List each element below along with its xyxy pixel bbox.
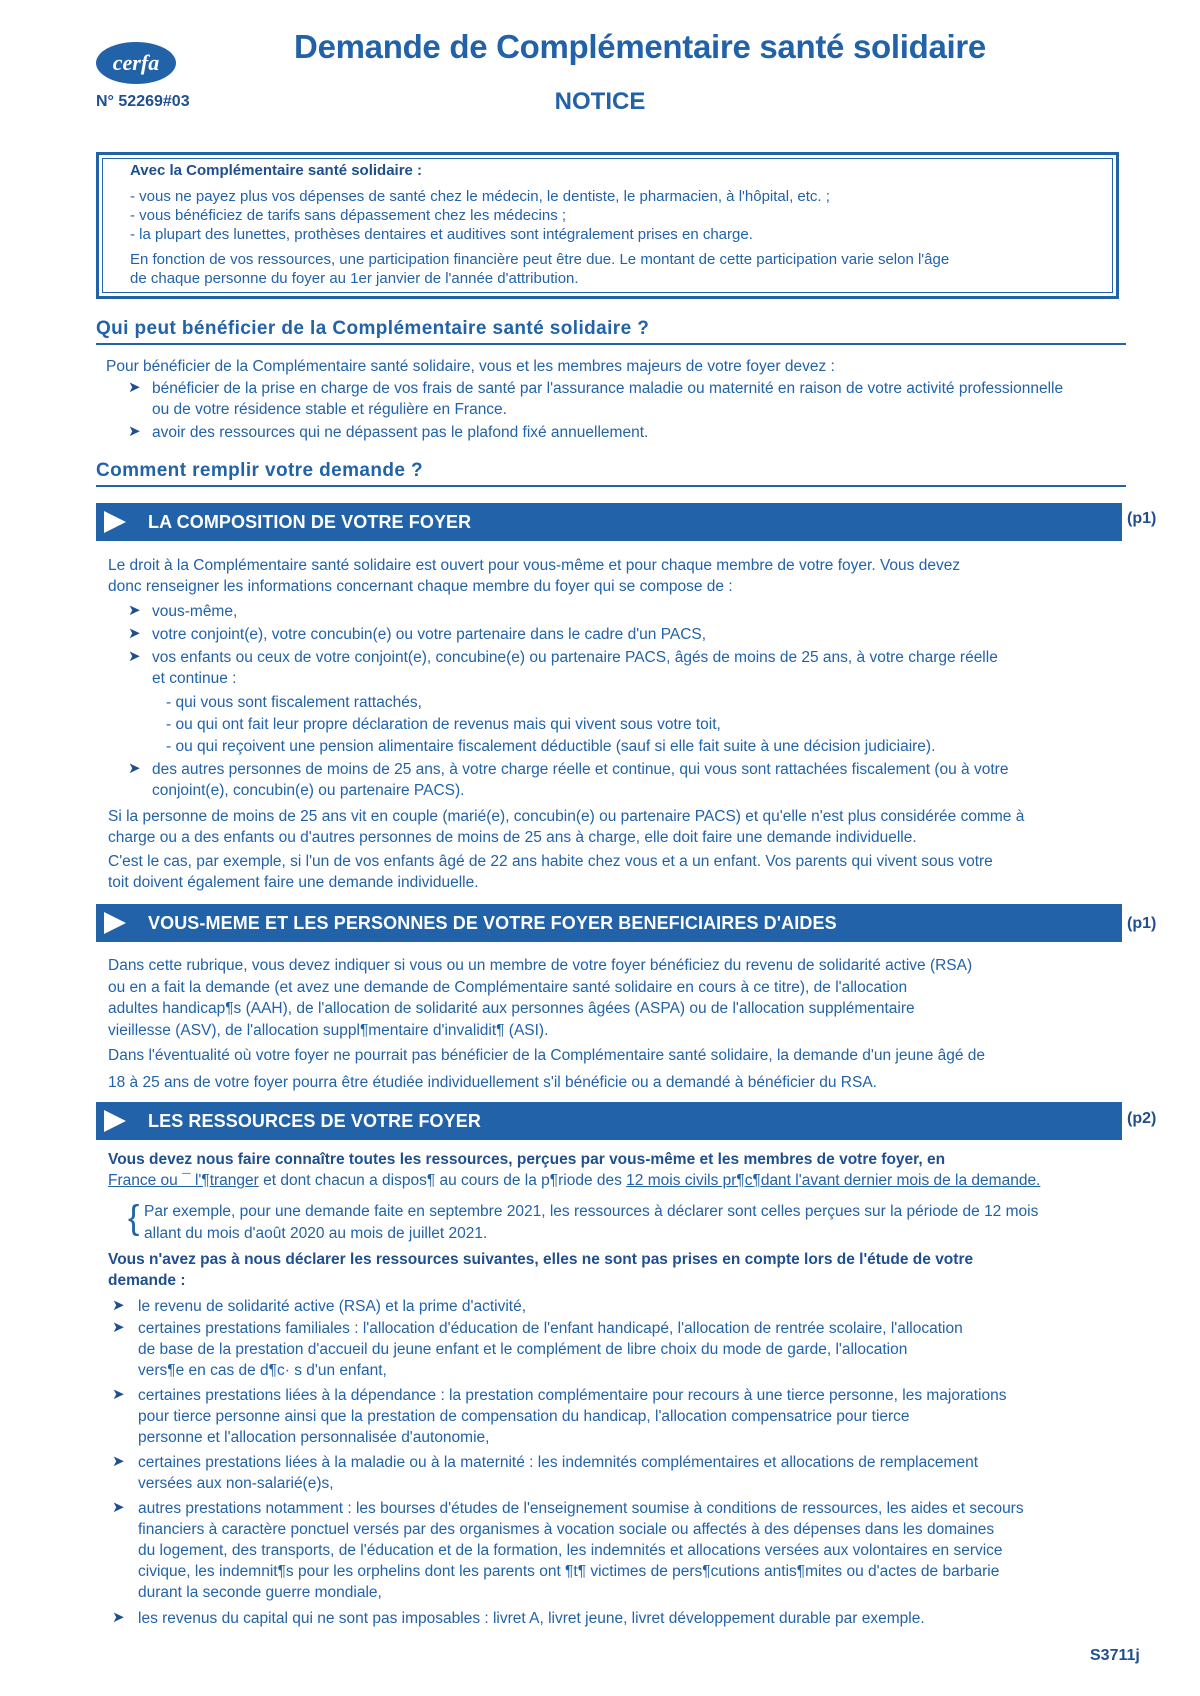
underlined-text: France ou ¯ l'¶tranger: [108, 1172, 259, 1189]
ressources-item: certaines prestations familiales : l'allocation d'éducation de l'enfant handicapé, l'allocation de rentrée scolaire, l'allocation: [138, 1320, 963, 1337]
arrow-bullet-icon: ➤: [112, 1499, 125, 1516]
aides-text: Dans l'éventualité où votre foyer ne pourrait pas bénéficier de la Complémentaire santé solidaire, la demande d'un jeune âgé de: [108, 1047, 986, 1064]
aides-text: 18 à 25 ans de votre foyer pourra être étudiée individuellement s'il bénéficie ou a demandé à bénéficier du RSA.: [108, 1074, 877, 1091]
page-title: Demande de Complémentaire santé solidaire: [294, 28, 986, 65]
arrow-bullet-icon: ➤: [112, 1297, 125, 1314]
ressources-item: certaines prestations liées à la dépendance : la prestation complémentaire pour recours à une tierce personne, les majorations: [138, 1387, 1007, 1404]
qui-item: ou de votre résidence stable et régulière en France.: [152, 401, 507, 418]
lead-text: et dont chacun a dispos¶ au cours de la p¶riode des: [258, 1172, 627, 1189]
arrow-bullet-icon: ➤: [128, 625, 141, 642]
section-bar-foyer: [96, 503, 1122, 541]
foyer-text: C'est le cas, par exemple, si l'un de vos enfants âgé de 22 ans habite chez vous et a un enfant. Vos parents qui vivent sous votre: [108, 853, 993, 870]
play-arrow-icon: [104, 1110, 126, 1132]
ressources-item: pour tierce personne ainsi que la prestation de compensation du handicap, l'allocation compensatrice pour tierce: [138, 1408, 910, 1425]
aides-text: adultes handicap¶s (AAH), de l'allocation de solidarité aux personnes âgées (ASPA) ou de l'allocation supplémentaire: [108, 1000, 915, 1017]
foyer-item: votre conjoint(e), votre concubin(e) ou votre partenaire dans le cadre d'un PACS,: [152, 626, 707, 643]
arrow-bullet-icon: ➤: [112, 1609, 125, 1626]
ressources-item: autres prestations notamment : les bourses d'études de l'enseignement soumise à conditions de ressources, les aides et secours: [138, 1500, 1024, 1517]
aides-text: vieillesse (ASV), de l'allocation suppl¶mentaire d'invalidit¶ (ASI).: [108, 1022, 549, 1039]
section-heading-qui: Qui peut bénéficier de la Complémentaire santé solidaire ?: [96, 318, 650, 339]
arrow-bullet-icon: ➤: [128, 379, 141, 396]
intro-paragraph: de chaque personne du foyer au 1er janvier de l'année d'attribution.: [130, 270, 579, 287]
ressources-exclusion: demande :: [108, 1272, 186, 1289]
foyer-item: et continue :: [152, 670, 237, 687]
foyer-item: des autres personnes de moins de 25 ans, à votre charge réelle et continue, qui vous sont rattachées fiscalement (ou à votre: [152, 761, 1009, 778]
arrow-bullet-icon: ➤: [112, 1386, 125, 1403]
ressources-item: civique, les indemnit¶s pour les orphelins dont les parents ont ¶t¶ victimes de pers¶cutions antis¶mites ou d'actes de barbarie: [138, 1563, 1000, 1580]
section-bar-ressources: [96, 1102, 1122, 1140]
ressources-lead-line: [108, 1170, 1040, 1191]
ressources-item: personne et l'allocation personnalisée d'autonomie,: [138, 1429, 490, 1446]
form-code: S3711j: [1090, 1647, 1140, 1664]
ressources-item: les revenus du capital qui ne sont pas imposables : livret A, livret jeune, livret développement durable par exemple.: [138, 1610, 925, 1627]
section-bar-title: LES RESSOURCES DE VOTRE FOYER: [148, 1111, 481, 1131]
brace-icon: {: [128, 1199, 140, 1237]
intro-paragraph: En fonction de vos ressources, une participation financière peut être due. Le montant de cette participation varie selon l'âge: [130, 251, 950, 268]
ressources-item: du logement, des transports, de l'éducation et de la formation, les indemnités et allocations versées aux volontaires en service: [138, 1542, 1003, 1559]
foyer-subitem: - qui vous sont fiscalement rattachés,: [166, 694, 422, 711]
section-bar-title: LA COMPOSITION DE VOTRE FOYER: [148, 512, 472, 532]
section-bar-aides: [96, 904, 1122, 942]
page-reference: (p1): [1127, 510, 1157, 527]
divider: [96, 343, 1126, 345]
ressources-item: de base de la prestation d'accueil du jeune enfant et le complément de libre choix du mode de garde, l'allocation: [138, 1341, 908, 1358]
cerfa-logo-text: cerfa: [112, 50, 160, 75]
foyer-text: Le droit à la Complémentaire santé solidaire est ouvert pour vous-même et pour chaque membre de votre foyer. Vous devez: [108, 557, 961, 574]
ressources-lead: Vous devez nous faire connaître toutes les ressources, perçues par vous-même et les membres de votre foyer, en: [108, 1151, 946, 1168]
intro-bullet: - vous ne payez plus vos dépenses de santé chez le médecin, le dentiste, le pharmacien, à l'hôpital, etc. ;: [130, 188, 830, 205]
cerfa-logo: [94, 40, 178, 86]
section-bar-title: VOUS-MEME ET LES PERSONNES DE VOTRE FOYER BENEFICIAIRES D'AIDES: [148, 913, 837, 933]
foyer-item: conjoint(e), concubin(e) ou partenaire PACS).: [152, 782, 465, 799]
arrow-bullet-icon: ➤: [128, 602, 141, 619]
intro-bullet: - la plupart des lunettes, prothèses dentaires et auditives sont intégralement prises en charge.: [130, 226, 753, 243]
form-number: N° 52269#03: [96, 93, 190, 110]
ressources-item: versées aux non-salarié(e)s,: [138, 1475, 334, 1492]
ressources-item: vers¶e en cas de d¶c· s d'un enfant,: [138, 1362, 387, 1379]
arrow-bullet-icon: ➤: [128, 423, 141, 440]
ressources-item: durant la seconde guerre mondiale,: [138, 1584, 382, 1601]
ressources-item: le revenu de solidarité active (RSA) et la prime d'activité,: [138, 1298, 527, 1315]
play-arrow-icon: [104, 912, 126, 934]
ressources-item: certaines prestations liées à la maladie ou à la maternité : les indemnités complémentaires et allocations de remplacement: [138, 1454, 979, 1471]
aides-text: Dans cette rubrique, vous devez indiquer si vous ou un membre de votre foyer bénéficiez du revenu de solidarité active (RSA): [108, 957, 973, 974]
arrow-bullet-icon: ➤: [112, 1319, 125, 1336]
notice-label: NOTICE: [554, 88, 646, 115]
ressources-example: Par exemple, pour une demande faite en septembre 2021, les ressources à déclarer sont celles perçues sur la période de 12 mois: [144, 1203, 1039, 1220]
qui-item: avoir des ressources qui ne dépassent pas le plafond fixé annuellement.: [152, 424, 649, 441]
play-arrow-icon: [104, 511, 126, 533]
page-reference: (p2): [1127, 1110, 1157, 1127]
underlined-text: 12 mois civils pr¶c¶dant l'avant dernier mois de la demande.: [626, 1172, 1041, 1189]
ressources-example: allant du mois d'août 2020 au mois de juillet 2021.: [144, 1225, 488, 1242]
foyer-text: charge ou a des enfants ou d'autres personnes de moins de 25 ans à charge, elle doit faire une demande individuelle.: [108, 829, 917, 846]
intro-heading: Avec la Complémentaire santé solidaire :: [130, 162, 423, 179]
foyer-subitem: - ou qui ont fait leur propre déclaration de revenus mais qui vivent sous votre toit,: [166, 716, 721, 733]
foyer-item: vos enfants ou ceux de votre conjoint(e), concubine(e) ou partenaire PACS, âgés de moins de 25 ans, à votre charge réelle: [152, 649, 998, 666]
divider: [96, 485, 1126, 487]
page-reference: (p1): [1127, 915, 1157, 932]
qui-intro: Pour bénéficier de la Complémentaire santé solidaire, vous et les membres majeurs de votre foyer devez :: [106, 358, 835, 375]
intro-bullet: - vous bénéficiez de tarifs sans dépassement chez les médecins ;: [130, 207, 567, 224]
foyer-text: Si la personne de moins de 25 ans vit en couple (marié(e), concubin(e) ou partenaire PACS) et qu'elle n'est plus considérée comme à: [108, 808, 1025, 825]
arrow-bullet-icon: ➤: [128, 760, 141, 777]
section-heading-comment: Comment remplir votre demande ?: [96, 460, 424, 481]
foyer-item: vous-même,: [152, 603, 238, 620]
foyer-text: toit doivent également faire une demande individuelle.: [108, 874, 479, 891]
foyer-subitem: - ou qui reçoivent une pension alimentaire fiscalement déductible (sauf si elle fait suite à une décision judiciaire).: [166, 738, 936, 755]
ressources-exclusion: Vous n'avez pas à nous déclarer les ressources suivantes, elles ne sont pas prises en compte lors de l'étude de votre: [108, 1251, 974, 1268]
qui-item: bénéficier de la prise en charge de vos frais de santé par l'assurance maladie ou maternité en raison de votre activité professionnelle: [152, 380, 1064, 397]
aides-text: ou en a fait la demande (et avez une demande de Complémentaire santé solidaire en cours à ce titre), de l'allocation: [108, 979, 908, 996]
arrow-bullet-icon: ➤: [112, 1453, 125, 1470]
foyer-text: donc renseigner les informations concernant chaque membre du foyer qui se compose de :: [108, 578, 733, 595]
arrow-bullet-icon: ➤: [128, 648, 141, 665]
ressources-item: financiers à caractère ponctuel versés par des organismes à vocation sociale ou affectés à des dépenses dans les domaines: [138, 1521, 995, 1538]
